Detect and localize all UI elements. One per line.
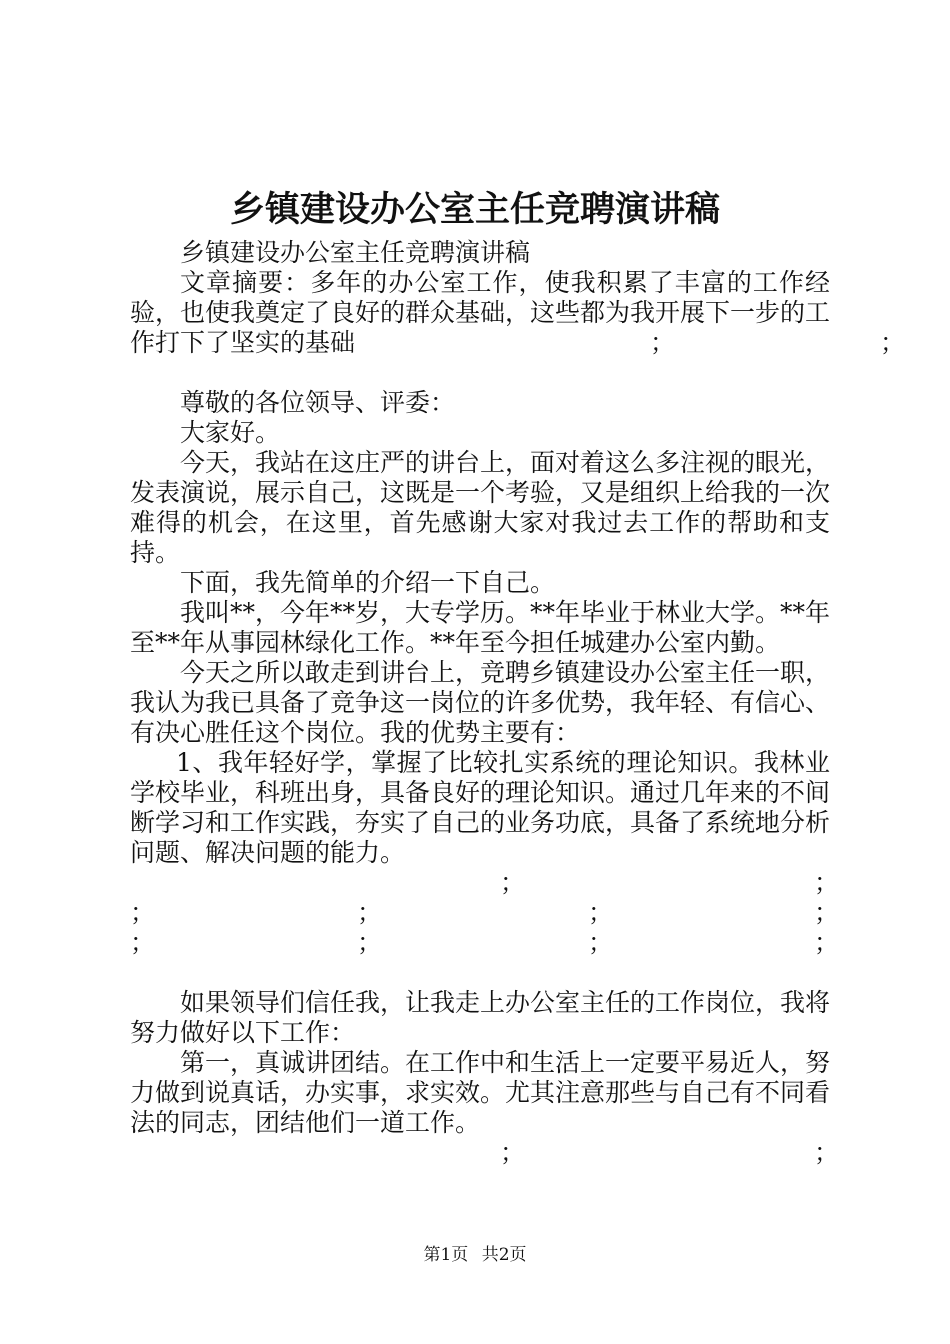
document-body — [130, 238, 906, 1168]
separator-semicolon: ； — [357, 898, 383, 927]
paragraph-advantage-1: 1、我年轻好学，掌握了比较扎实系统的理论知识。我林业学校毕业，科班出身，具备良好的理论知识。通过几年来的不间断学习和工作实践，夯实了自己的业务功底，具备了系统地分析问题、解决问题的能力。 — [130, 748, 831, 867]
separator-semicolon: ； — [500, 1138, 526, 1167]
blank-line — [130, 958, 830, 988]
paragraph-greeting: 大家好。 — [180, 418, 281, 447]
separator-row — [130, 1138, 840, 1168]
paragraph-salutation: 尊敬的各位领导、评委： — [180, 388, 456, 417]
page-footer — [0, 1243, 950, 1267]
page-total: 共2页 — [481, 1245, 527, 1265]
separator-semicolon: ； — [650, 328, 676, 357]
separator-semicolon: ； — [500, 868, 526, 897]
paragraph-commitment: 如果领导们信任我，让我走上办公室主任的工作岗位，我将努力做好以下工作： — [130, 988, 831, 1047]
separator-semicolon: ； — [814, 1138, 840, 1167]
paragraph-point-1: 第一，真诚讲团结。在工作中和生活上一定要平易近人，努力做到说真话，办实事，求实效。尤其注意那些与自己有不同看法的同志，团结他们一道工作。 — [130, 1048, 831, 1137]
paragraph-intro: 下面，我先简单的介绍一下自己。 — [180, 568, 556, 597]
separator-semicolon: ； — [130, 928, 156, 957]
page-number: 第1页 — [423, 1245, 469, 1265]
separator-semicolon: ； — [814, 868, 840, 897]
paragraph-abstract — [130, 268, 906, 358]
paragraph-advantages: 今天之所以敢走到讲台上，竞聘乡镇建设办公室主任一职，我认为我已具备了竞争这一岗位的许多优势，我年轻、有信心、有决心胜任这个岗位。我的优势主要有： — [130, 658, 831, 747]
document-title: 乡镇建设办公室主任竞聘演讲稿 — [229, 189, 720, 230]
separator-semicolon: ； — [357, 928, 383, 957]
separator-row — [130, 868, 840, 898]
separator-row — [130, 928, 840, 958]
separator-semicolon: ； — [588, 928, 614, 957]
separator-semicolon: ； — [814, 898, 840, 927]
paragraph-opening: 今天，我站在这庄严的讲台上，面对着这么多注视的眼光，发表演说，展示自己，这既是一个考验，又是组织上给我的一次难得的机会，在这里，首先感谢大家对我过去工作的帮助和支持。 — [130, 448, 831, 567]
abstract-text: 文章摘要：多年的办公室工作，使我积累了丰富的工作经验，也使我奠定了良好的群众基础，这些都为我开展下一步的工作打下了坚实的基础 — [130, 268, 831, 357]
separator-row — [130, 898, 840, 928]
separator-semicolon: ； — [588, 898, 614, 927]
separator-semicolon: ； — [880, 328, 906, 357]
separator-semicolon: ； — [814, 928, 840, 957]
paragraph-self-introduction: 我叫**，今年**岁，大专学历。**年毕业于林业大学。**年至**年从事园林绿化工作。**年至今担任城建办公室内勤。 — [130, 598, 831, 657]
separator-semicolon: ； — [130, 898, 156, 927]
blank-line — [130, 358, 830, 388]
paragraph-subtitle: 乡镇建设办公室主任竞聘演讲稿 — [180, 238, 531, 267]
